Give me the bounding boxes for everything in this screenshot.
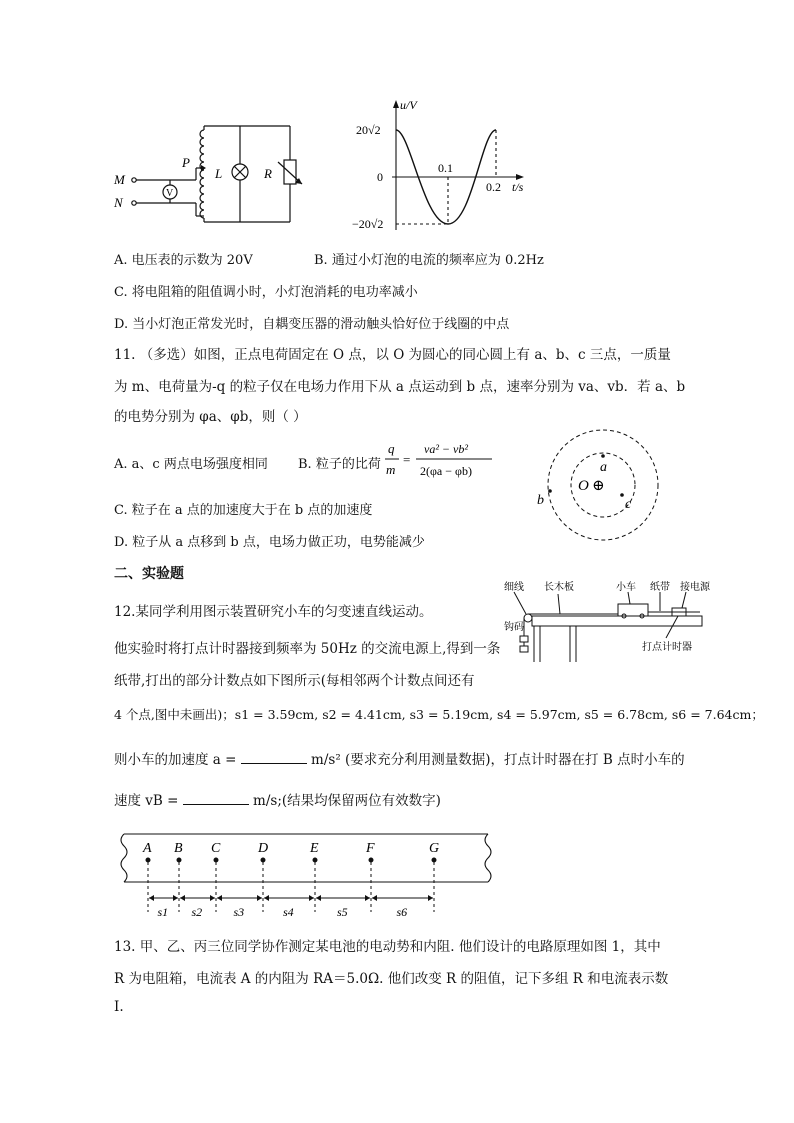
q10-option-a: A. 电压表的示数为 20V	[114, 253, 253, 268]
q11-option-b-prefix: B. 粒子的比荷	[298, 457, 381, 472]
q10-option-d: D. 当小灯泡正常发光时，自耦变压器的滑动触头恰好位于线圈的中点	[114, 317, 510, 332]
t2-label: 0.2	[486, 180, 501, 194]
positive-charge-symbol: ⊕	[592, 478, 605, 494]
slider-p-label: P	[182, 155, 190, 170]
segment-arrowhead-s4	[264, 895, 269, 901]
q11-option-d: D. 粒子从 a 点移到 b 点，电场力做正功，电势能减少	[114, 535, 425, 550]
segment-arrowhead-s6	[428, 895, 433, 901]
concentric-circles-figure	[528, 430, 678, 540]
q12-line-6-start: 速度 vB =	[114, 793, 179, 809]
q12-line-3: 纸带,打出的部分计数点如下图所示(每相邻两个计数点间还有	[114, 673, 475, 689]
label-b: b	[537, 493, 544, 508]
tape-point-b	[177, 858, 181, 862]
origin-label: 0	[377, 170, 383, 184]
q12-line-6	[114, 789, 441, 809]
tape-left-break	[121, 834, 127, 882]
label-o: O	[578, 478, 589, 494]
tape-point-label-e: E	[310, 841, 319, 856]
y-min-label: −20√2	[352, 217, 384, 231]
formula-q: q	[388, 441, 395, 456]
section-heading: 二、实验题	[114, 566, 184, 582]
q13-line-2: R 为电阻箱，电流表 A 的内阻为 RA＝5.0Ω. 他们改变 R 的阻值，记下多组 R 和电流表示数	[114, 971, 669, 987]
q11-option-c: C. 粒子在 a 点的加速度大于在 b 点的加速度	[114, 503, 373, 518]
q10-option-c: C. 将电阻箱的阻值调小时，小灯泡消耗的电功率减小	[114, 285, 418, 300]
point-c	[620, 493, 624, 497]
q12-line-4: 4 个点,图中未画出)；s1 = 3.59cm, s2 = 4.41cm, s3 = 5.19cm, s4 = 5.97cm, s5 = 6.78cm, s6 = 7.64cm；	[114, 707, 764, 722]
tape-point-label-f: F	[366, 841, 375, 856]
segment-label-s5: s5	[337, 905, 348, 919]
q12-line-5	[114, 748, 685, 768]
terminal-n-label: N	[114, 195, 123, 210]
weight-top	[520, 636, 528, 642]
segment-arrowhead-s3	[217, 895, 222, 901]
coil-l-label: L	[215, 166, 223, 181]
board-label: 长木板	[544, 582, 574, 593]
label-a: a	[600, 460, 607, 475]
q12-line-5-start: 则小车的加速度 a =	[114, 752, 237, 768]
q13-line-1: 13. 甲、乙、丙三位同学协作测定某电池的电动势和内阻. 他们设计的电路原理如图 1，其中	[114, 939, 661, 955]
q12-line-1: 12.某同学利用图示装置研究小车的匀变速直线运动。	[114, 604, 433, 620]
q11-line-3: 的电势分别为 φa、φb，则（ ）	[114, 409, 307, 425]
formula-numerator: va² − vb²	[424, 442, 468, 456]
segment-arrowhead-s6	[372, 895, 377, 901]
t1-label: 0.1	[438, 161, 453, 175]
tape-point-d	[261, 858, 265, 862]
segment-arrowhead-s3	[257, 895, 262, 901]
segment-arrowhead-s2	[180, 895, 185, 901]
point-b	[548, 489, 552, 493]
paper-tape-figure	[118, 830, 498, 925]
voltmeter-label: V	[166, 188, 174, 199]
formula-denominator: 2(φa − φb)	[420, 464, 472, 478]
segment-label-s2: s2	[191, 905, 203, 919]
tape-point-g	[432, 858, 436, 862]
q11-option-a: A. a、c 两点电场强度相同	[114, 457, 268, 472]
segment-label-s6: s6	[396, 905, 408, 919]
terminal-m-label: M	[114, 172, 125, 187]
charge-mass-formula	[384, 437, 496, 483]
resistor-r-label: R	[264, 166, 272, 181]
y-max-label: 20√2	[356, 123, 381, 137]
x-axis-label: t/s	[512, 180, 524, 194]
tape-point-c	[214, 858, 218, 862]
voltage-time-graph	[352, 96, 537, 238]
acceleration-answer-blank[interactable]	[241, 751, 307, 764]
tape-point-label-g: G	[429, 841, 440, 856]
weight-label: 钩码	[504, 622, 524, 633]
segment-label-s3: s3	[233, 905, 245, 919]
formula-m: m	[386, 462, 396, 477]
tape-point-label-a: A	[143, 841, 152, 856]
tape-point-label-c: C	[211, 841, 221, 856]
tape-point-label-b: B	[174, 841, 183, 856]
cart-apparatus-figure	[500, 578, 710, 668]
q12-line-6-end: m/s;(结果均保留两位有效数字)	[253, 793, 441, 809]
segment-arrowhead-s1	[149, 895, 154, 901]
transformer-circuit-figure	[112, 120, 302, 230]
tape-label: 纸带	[650, 582, 670, 593]
tape-point-f	[369, 858, 373, 862]
q10-option-b: B. 通过小灯泡的电流的频率应为 0.2Hz	[314, 253, 544, 268]
q12-line-2: 他实验时将打点计时器接到频率为 50Hz 的交流电源上,得到一条	[114, 641, 501, 657]
timer-label: 打点计时器	[642, 642, 692, 653]
tape-right-break	[485, 834, 491, 882]
tape-point-label-d: D	[258, 841, 269, 856]
segment-arrowhead-s2	[210, 895, 215, 901]
tape-point-e	[313, 858, 317, 862]
long-board	[532, 616, 702, 626]
cart-label: 小车	[616, 582, 636, 593]
segment-arrowhead-s5	[365, 895, 370, 901]
segment-label-s4: s4	[283, 905, 294, 919]
label-c: c	[625, 497, 632, 512]
weight-bottom	[520, 646, 528, 652]
rope-label: 细线	[504, 582, 524, 593]
segment-arrowhead-s4	[309, 895, 314, 901]
q11-line-2: 为 m、电荷量为-q 的粒子仅在电场力作用下从 a 点运动到 b 点，速率分别为 va、vb．若 a、b	[114, 379, 686, 395]
segment-arrowhead-s5	[316, 895, 321, 901]
segment-label-s1: s1	[157, 905, 169, 919]
power-label: 接电源	[680, 582, 710, 593]
tape-point-a	[146, 858, 150, 862]
formula-equals: =	[403, 452, 411, 467]
q12-line-5-end: m/s² (要求充分利用测量数据)，打点计时器在打 B 点时小车的	[311, 752, 685, 768]
q11-line-1: 11. （多选）如图，正点电荷固定在 O 点，以 O 为圆心的同心圆上有 a、b、c 三点，一质量	[114, 347, 671, 363]
point-a	[601, 454, 605, 458]
y-axis-label: u/V	[400, 98, 417, 112]
velocity-answer-blank[interactable]	[183, 792, 249, 805]
segment-arrowhead-s1	[173, 895, 178, 901]
q13-line-3: I.	[114, 999, 124, 1015]
